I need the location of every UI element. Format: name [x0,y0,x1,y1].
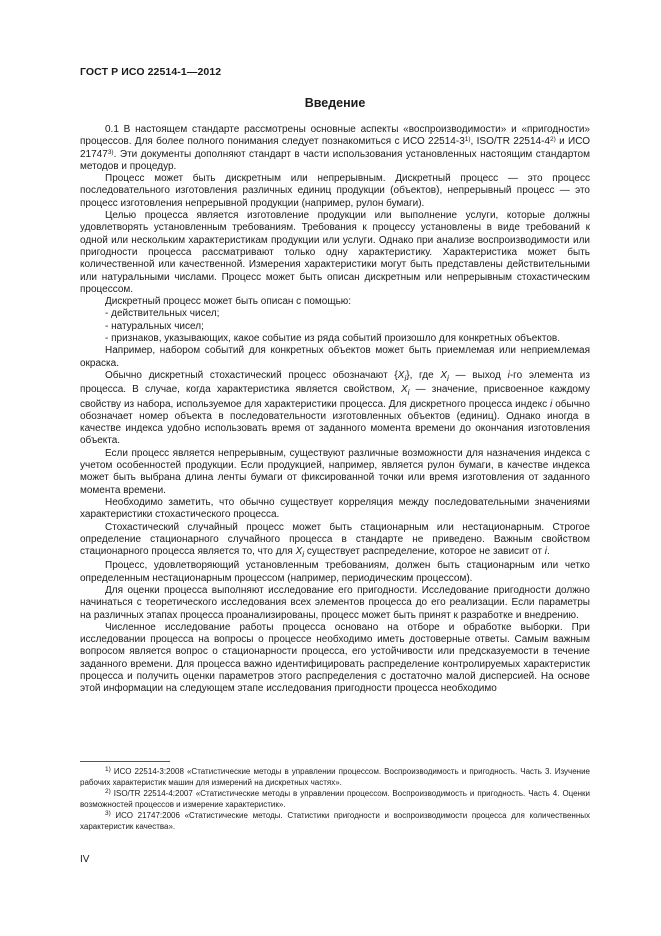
paragraph-2: Процесс может быть дискретным или непрерывным. Дискретный процесс — это процесс последовательного изготовления различных единиц продукции (объектов), непрерывный процесс — это процесс изготовления непрерывной продукции (например, рулон бумаги). [80,173,590,209]
document-body [80,124,590,696]
paragraph-9: Стохастический случайный процесс может быть стационарным или нестационарным. Строгое определение стационарного случайного процесса в стандарте не приведено. Важным свойством стационарного процесса является то, что для $X_i$ существует распределение, которое не зависит от i. [80,521,590,560]
footnote-2: $^{2)}$ ISO/TR 22514-4:2007 «Статистические методы в управлении процессом. Воспроизводимость и пригодность. Часть 4. Оценки возможностей процессов и измерение характеристик». [80,788,590,809]
footnote-ref-2[interactable]: 2) [550,136,556,144]
footnotes [80,766,590,832]
footnote-ref-1[interactable]: 1) [464,136,471,144]
list-item: - действительных чисел; [105,308,220,320]
paragraph-8: Необходимо заметить, что обычно существует корреляция между последовательными значениями характеристики стохастического процесса. [80,496,590,521]
document-header: ГОСТ Р ИСО 22514-1—2012 [80,66,222,78]
paragraph-4: Дискретный процесс может быть описан с помощью: [105,296,352,308]
paragraph-10: Процесс, удовлетворяющий установленным требованиям, должен быть стационарным или четко определенным нестационарным процессом (например, периодическим процессом). [80,560,590,584]
footnote-1: $^{1)}$ ИСО 22514-3:2008 «Статистические методы в управлении процессом. Воспроизводимость и пригодность. Часть 3. Изучение рабочих характеристик машин для измерений на дискретных частях». [80,766,590,787]
footnote-divider [80,761,170,762]
list-item: - натуральных чисел; [105,320,204,332]
paragraph-7: Если процесс является непрерывным, существуют различные возможности для назначения индекса с учетом особенностей продукции. Если продукцией, например, является рулон бумаги, в качестве индекса может быть выбрана длина ленты бумаги от фиксированной точки или время изготовления от заданного момента времени. [80,447,590,496]
paragraph-12: Численное исследование работы процесса основано на отборе и обработке выборки. При исследовании процесса на вопросы о процессе необходимо иметь достоверные ответы. Самым важным вопросом является вопрос о стационарности процесса, его устойчивости или предсказуемости в течение заданного времени. Для процесса важно идентифицировать распределение контролируемых характеристик процесса и получить оценки параметров этого распределения с достаточно малой дисперсией. На основе этой информации на следующем этапе исследования пригодности процесса необходимо [80,621,590,695]
paragraph-11: Для оценки процесса выполняют исследование его пригодности. Исследование пригодности должно начинаться с теоретического исследования всех элементов процесса до его реализации. Если параметры на различных этапах процесса проанализированы, процесс может быть принят к разработке и внедрению. [80,584,590,621]
paragraph-5: Например, набором событий для конкретных объектов может быть приемлемая или неприемлемая окраска. [80,345,590,369]
section-title: Введение [304,96,366,110]
paragraph-6: Обычно дискретный стохастический процесс обозначают $\{X_i\}$, где $X_i$ — выход i-го элемента из процесса. В случае, когда характеристика является свойством, $X_i$ — значение, присвоенное каждому свойству из набора, используемое для характеристики процесса. Для дискретного процесса индекс i обычно обозначает номер объекта в последовательности изготовленных объектов (единиц). Однако иногда в качестве индекса удобно использовать время от заданного момента времени до окончания изготовления объекта. [80,369,590,447]
list-item: - признаков, указывающих, какое событие из ряда событий произошло для конкретных объектов. [105,333,560,345]
paragraph-3: Целью процесса является изготовление продукции или выполнение услуги, которые должны удовлетворять установленным требованиям. Требования к процессу установлены в виде требований к одной или нескольким характеристикам продукции или услуги. Однако при анализе воспроизводимости или пригодности процесса рассматривают только одну характеристику. Характеристика может быть количественной или качественной. Измерения характеристики могут быть представлены действительными или натуральными числами. Процесс может быть описан дискретным или непрерывным стохастическим процессом. [80,210,590,295]
footnote-ref-3[interactable]: 3) [107,148,114,156]
paragraph-1: 0.1 В настоящем стандарте рассмотрены основные аспекты «воспроизводимости» и «пригодности» процессов. Для более полного понимания следует познакомиться с ИСО 22514-3$^{1)}$, ISO/TR 22514-4$^{2)}$ и ИСО 21747$^{3)}$. Эти документы дополняют стандарт в части использования установленных настоящим стандартом методов и процедур. [80,124,590,172]
footnote-3: $^{3)}$ ИСО 21747:2006 «Статистические методы. Статистики пригодности и воспроизводимости процесса для количественных характеристик качества». [80,810,590,831]
page-number: IV [80,854,90,865]
